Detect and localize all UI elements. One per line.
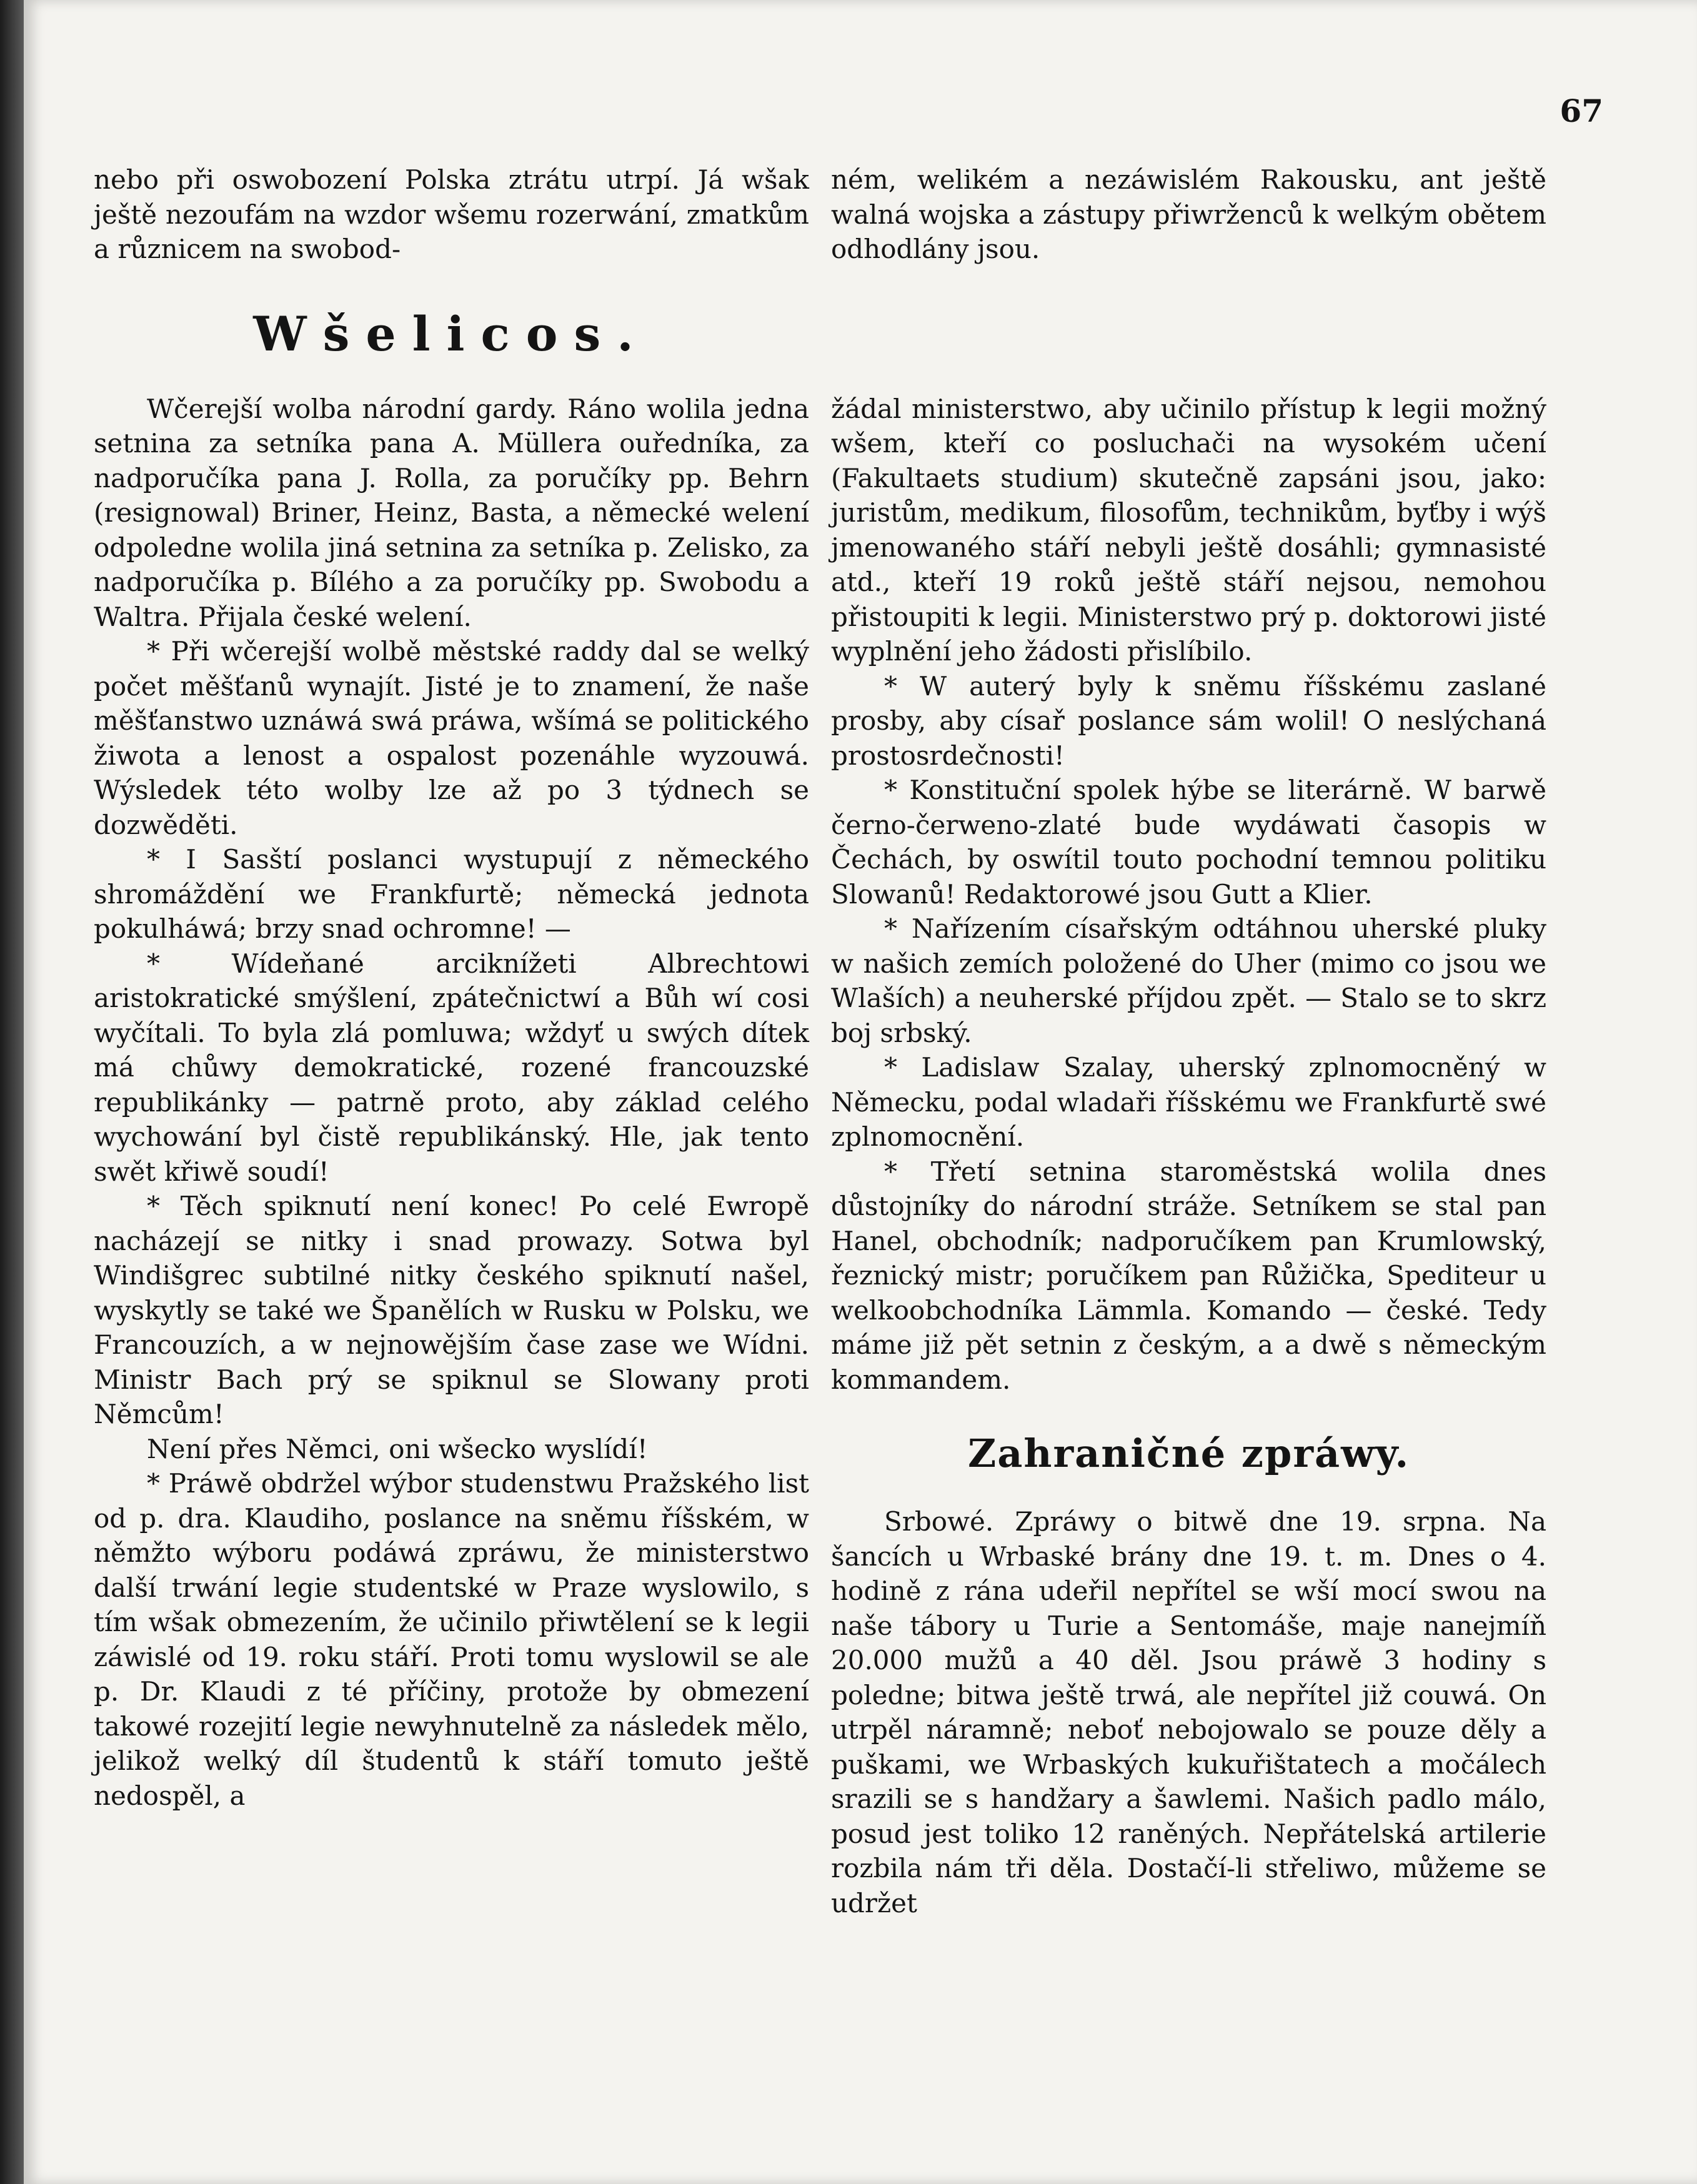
news-item: žádal ministerstwo, aby učinilo přístup k legii možný wšem, kteří co posluchači na wysokém učení (Fakultaets studium) skutečně zapsáni jsou, jako: juristům, medikum, filosofům, technikům, byťby i wýš jmenowaného stáří nebyli ještě dosáhli; gymnasisté atd., kteří 19 roků ještě stáří nejsou, nemohou přistoupiti k legii. Ministerstwo prý p. doktorowi jisté wyplnění jeho žádosti přislíbilo. [831, 393, 1546, 667]
news-item: * Wídeňané arciknížeti Albrechtowi aristokratické smýšlení, zpátečnictwí a Bůh wí cosi wyčítali. To byla zlá pomluwa; wždyť u swých dítek má chůwy demokratické, rozené francouzské republikánky — patrně proto, aby základ celého wychowání byl čistě republikánský. Hle, jak tento swět křiwě soudí! [94, 948, 809, 1187]
left-column [94, 162, 809, 1813]
right-carryover-text: ném, welikém a nezáwislém Rakousku, ant ještě walná wojska a zástupy přiwrženců k welkým obětem odhodlány jsou. [831, 164, 1546, 264]
document-page [24, 0, 1697, 2184]
news-item: Není přes Němci, oni wšecko wyslídí! [147, 1433, 648, 1464]
news-item: * Konstituční spolek hýbe se literárně. W barwě černo-čerweno-zlaté bude wydáwati časopis w Čechách, by oswítil touto pochodní temnou politiku Slowanů! Redaktorowé jsou Gutt a Klier. [831, 775, 1546, 910]
news-item: * W auterý byly k sněmu říšskému zaslané prosby, aby císař poslance sám wolil! O neslýchaná prostosrdečnosti! [831, 670, 1546, 771]
news-item: Wčerejší wolba národní gardy. Ráno wolila jedna setnina za setníka pana A. Müllera ouředníka, za nadporučíka pana J. Rolla, za poručíky pp. Behrn (resignowal) Briner, Heinz, Basta, a německé welení odpoledne wolila jiná setnina za setníka p. Zelisko, za nadporučíka p. Bílého a za poručíky pp. Swobodu a Waltra. Přijala české welení. [94, 393, 809, 632]
news-item: * Třetí setnina staroměstská wolila dnes důstojníky do národní stráže. Setníkem se stal pan Hanel, obchodník; nadporučíkem pan Krumlowský, řeznický mistr; poručíkem pan Růžička, Spediteur u welkoobchodníka Lämmla. Komando — české. Tedy máme již pět setnin z českým, a a dwě s německým kommandem. [831, 1156, 1546, 1395]
left-carryover-text: nebo při oswobození Polska ztrátu utrpí. Já wšak ještě nezoufám na wzdor wšemu rozerwání, zmatkům a různicem na swobod- [94, 164, 809, 264]
column-spacer [831, 267, 1546, 392]
news-item: * I Sasští poslanci wystupují z německého shromáždění we Frankfurtě; německá jednota pokulháwá; brzy snad ochromne! — [94, 844, 809, 944]
page-number: 67 [1560, 92, 1603, 129]
news-item: * Nařízením císařským odtáhnou uherské pluky w našich zemích položené do Uher (mimo co jsou we Wlaších) a neuherské příjdou zpět. — Stalo se to skrz boj srbský. [831, 913, 1546, 1048]
news-item: * Při wčerejší wolbě městské raddy dal se welký počet měšťanů wynajít. Jisté je to znamení, že naše měšťanstwo uznáwá swá práwa, wšímá se politického žiwota a lenost a ospalost pozenáhle wyzouwá. Wýsledek této wolby lze až po 3 týdnech se dozwěděti. [94, 636, 809, 840]
section-heading-welicos: Wšelicos. [253, 305, 650, 362]
news-item: * Těch spiknutí není konec! Po celé Ewropě nacházejí se nitky i snad prowazy. Sotwa byl Windišgrec subtilné nitky českého spiknutí našel, wyskytly se také we Španělích w Rusku w Polsku, we Francouzích, a w nejnowějším čase zase we Wídni. Ministr Bach prý se spiknul se Slowany proti Němcům! [94, 1191, 809, 1429]
book-gutter [0, 0, 24, 2184]
news-item: * Práwě obdržel wýbor studenstwu Pražského list od p. dra. Klaudiho, poslance na sněmu říšském, w němžto wýboru podáwá zpráwu, že ministerstwo další trwání legie studentské w Praze wyslowilo, s tím wšak obmezením, že učinilo přiwtělení se k legii záwislé od 19. roku stáří. Proti tomu wyslowil se ale p. Dr. Klaudi z té příčiny, protože by obmezení takowé rozejití legie newyhnutelně za následek mělo, jelikož welký díl študentů k stáří tomuto ještě nedospěl, a [94, 1468, 809, 1811]
news-item: * Ladislaw Szalay, uherský zplnomocněný w Německu, podal wladaři říšskému we Frankfurtě swé zplnomocnění. [831, 1052, 1546, 1152]
section-heading-foreign-news: Zahraničné zpráwy. [967, 1431, 1410, 1476]
foreign-news-item: Srbowé. Zpráwy o bitwě dne 19. srpna. Na šancích u Wrbaské brány dne 19. t. m. Dnes o 4. hodině z rána udeřil nepřítel se wší mocí swou na naše tábory u Turie a Sentomáše, maje nanejmíň 20.000 mužů a 40 děl. Jsou práwě 3 hodiny s poledne; bitwa ještě trwá, ale nepřítel již couwá. On utrpěl náramně; neboť nebojowalo se pouze děly a puškami, we Wrbaských kukuřištatech a močálech srazili se s handžary a šawlemi. Našich padlo málo, posud jest toliko 12 raněných. Nepřátelská artilerie rozbila nám tři děla. Dostačí-li střeliwo, můžeme se udržet [831, 1506, 1546, 1918]
right-column [831, 162, 1546, 1920]
